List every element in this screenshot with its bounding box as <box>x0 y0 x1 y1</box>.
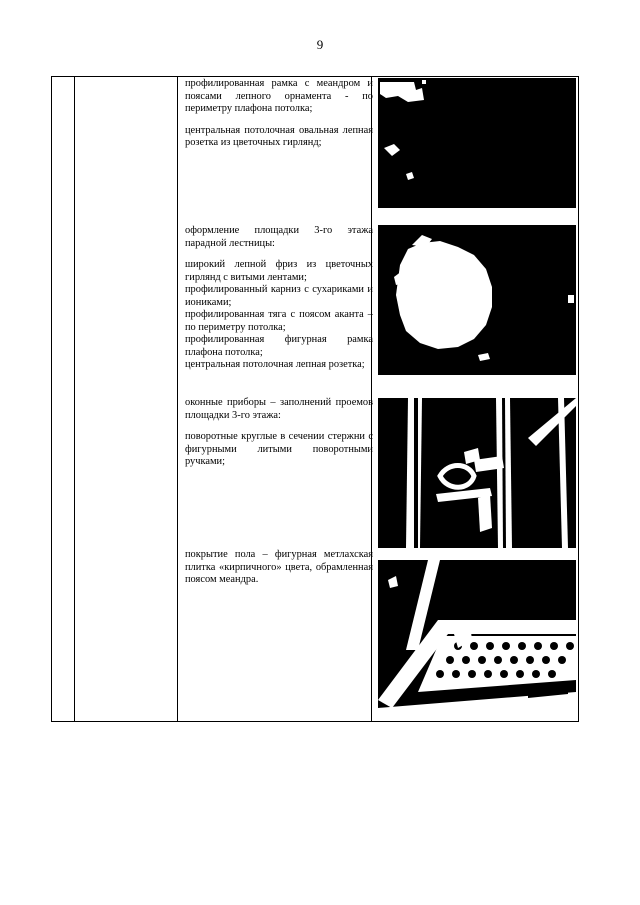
row-1-paragraph-1: профилированная рамка с меандром и поясами лепного орнамента - по периметру плафона потолка; <box>185 78 373 114</box>
row-3-photo <box>378 398 576 548</box>
row-2-paragraph-4: профилированная тяга с поясом аканта – по периметру потолка; <box>185 309 373 333</box>
heritage-table <box>51 76 579 722</box>
ceiling-oval-rosette-photo-icon <box>378 78 576 216</box>
row-3-paragraph-1: оконные приборы – заполнений проемов площадки 3-го этажа: <box>185 397 373 421</box>
row-4-paragraph-1: покрытие пола – фигурная метлахская плитка «кирпичного» цвета, обрамленная поясом меандра. <box>185 549 373 585</box>
row-3-paragraph-2: поворотные круглые в сечении стержни с фигурными литыми поворотными ручками; <box>185 431 373 467</box>
row-1-paragraph-2: центральная потолочная овальная лепная розетка из цветочных гирлянд; <box>185 124 373 148</box>
window-handle-photo-icon <box>378 398 576 548</box>
column-divider-1 <box>74 77 75 721</box>
row-3-text <box>185 397 373 469</box>
row-4-text <box>185 549 373 596</box>
row-2-paragraph-6: центральная потолочная лепная розетка; <box>185 359 365 370</box>
row-2-text <box>185 225 373 372</box>
column-divider-2 <box>177 77 178 721</box>
staircase-landing-ceiling-photo-icon <box>378 225 576 375</box>
row-2-paragraph-2: широкий лепной фриз из цветочных гирлянд с витыми лентами; <box>185 259 373 283</box>
row-2-paragraph-1: оформление площадки 3-го этажа парадной лестницы: <box>185 225 373 249</box>
metlakh-tile-floor-photo-icon <box>378 560 576 710</box>
row-2-paragraph-5: профилированная фигурная рамка плафона потолка; <box>185 334 373 358</box>
row-1-text <box>185 78 373 159</box>
row-4-photo <box>378 560 576 710</box>
page-number: 9 <box>316 37 324 52</box>
row-2-paragraph-3: профилированный карниз с сухариками и иониками; <box>185 284 373 308</box>
row-1-photo <box>378 78 576 216</box>
row-2-photo <box>378 225 576 375</box>
